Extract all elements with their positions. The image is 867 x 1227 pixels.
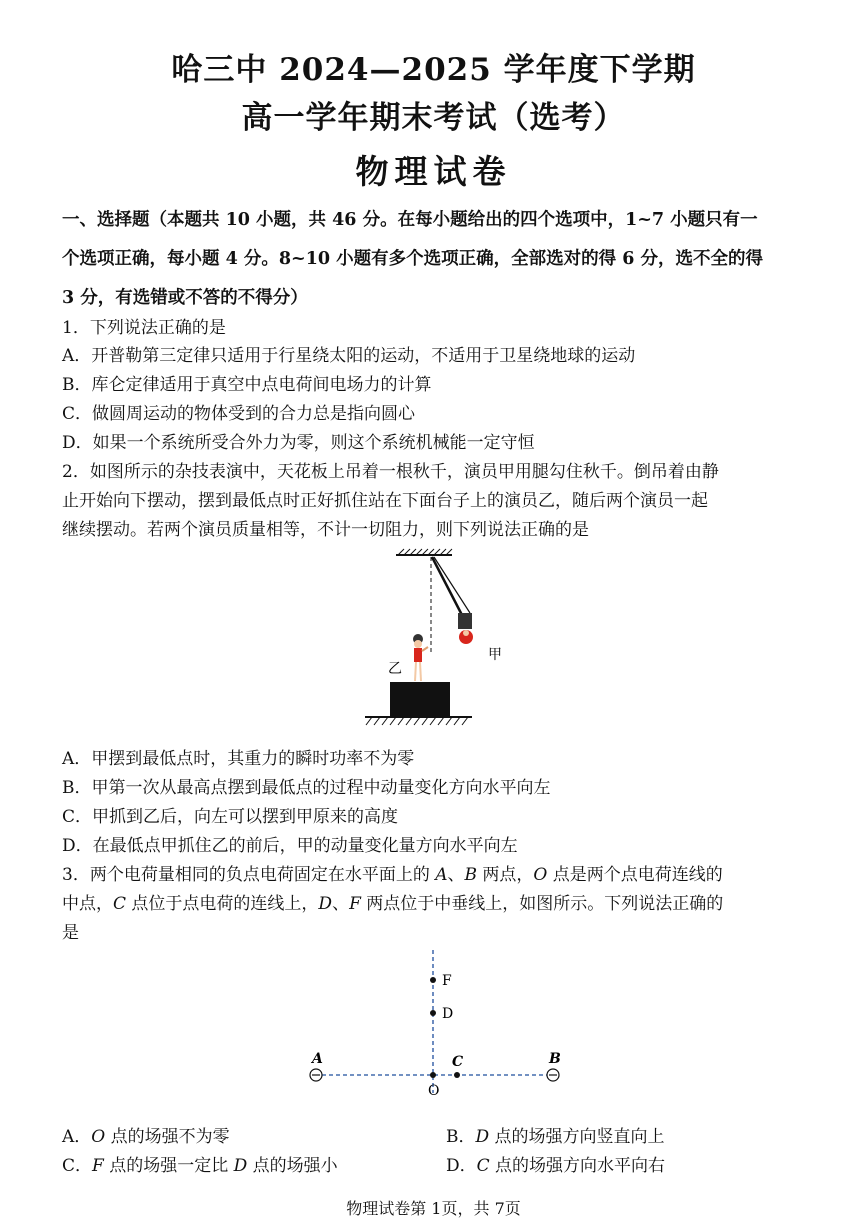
q2-option-b: B．甲第一次从最高点摆到最低点的过程中动量变化方向水平向左 [62,778,551,798]
q3-option-a: A．O 点的场强不为零 [62,1127,230,1147]
q1-option-b: B．库仑定律适用于真空中点电荷间电场力的计算 [62,375,432,395]
q3-option-c: C．F 点的场强一定比 D 点的场强小 [62,1156,338,1176]
point-o [430,1072,436,1078]
q1-option-d: D．如果一个系统所受合外力为零，则这个系统机械能一定守恒 [62,433,535,453]
q3-stem-line2: 中点，C 点位于点电荷的连线上，D、F 两点位于中垂线上，如图所示。下列说法正确的 [62,894,724,914]
label-f: F [442,973,452,989]
q3-option-d: D．C 点的场强方向水平向右 [446,1156,666,1176]
label-yi: 乙 [388,661,402,677]
q1-option-c: C．做圆周运动的物体受到的合力总是指向圆心 [62,404,416,424]
platform [390,682,450,716]
performer-jia [458,613,473,644]
q3-stem-line1: 3．两个电荷量相同的负点电荷固定在水平面上的 A、B 两点，O 点是两个点电荷连线的 [62,865,723,885]
label-a: A [312,1051,323,1067]
point-c [454,1072,460,1078]
q1-stem: 1．下列说法正确的是 [62,318,226,338]
q3-option-b: B．D 点的场强方向竖直向上 [446,1127,665,1147]
exam-school-title: 哈三中 2024—2025 学年度下学期 [171,52,696,88]
subject-title: 物理试卷 [355,152,512,191]
q3-stem-line3: 是 [62,923,79,943]
charge-b [547,1069,559,1081]
section-instructions-line2: 个选项正确，每小题 4 分。8~10 小题有多个选项正确，全部选对的得 6 分，选不全的得 [62,249,764,269]
section-instructions-line3: 3 分，有选错或不答的不得分） [62,288,308,308]
exam-name-title: 高一学年期末考试（选考） [241,100,626,136]
charge-a [310,1069,322,1081]
label-d: D [442,1006,454,1022]
section-instructions-line1: 一、选择题（本题共 10 小题，共 46 分。在每小题给出的四个选项中，1~7 小题只有一 [62,210,758,230]
q1-option-a: A．开普勒第三定律只适用于行星绕太阳的运动，不适用于卫星绕地球的运动 [62,346,636,366]
q2-option-d: D．在最低点甲抓住乙的前后，甲的动量变化量方向水平向左 [62,836,518,856]
point-d [430,1010,436,1016]
q2-swing-figure [360,545,510,735]
label-jia: 甲 [488,647,502,663]
q2-stem-line3: 继续摆动。若两个演员质量相等，不计一切阻力，则下列说法正确的是 [62,520,589,540]
label-o: O [428,1083,440,1099]
label-b: B [549,1051,561,1067]
q2-stem-line1: 2．如图所示的杂技表演中，天花板上吊着一根秋千，演员甲用腿勾住秋千。倒吊着由静 [62,462,719,482]
q2-stem-line2: 止开始向下摆动，摆到最低点时正好抓住站在下面台子上的演员乙，随后两个演员一起 [62,491,708,511]
page-footer: 物理试卷第 1页，共 7页 [346,1199,521,1218]
q3-charges-figure [300,945,570,1100]
q2-option-c: C．甲抓到乙后，向左可以摆到甲原来的高度 [62,807,399,827]
label-c: C [452,1054,464,1070]
q2-option-a: A．甲摆到最低点时，其重力的瞬时功率不为零 [62,749,415,769]
performer-yi [413,634,428,681]
point-f [430,977,436,983]
